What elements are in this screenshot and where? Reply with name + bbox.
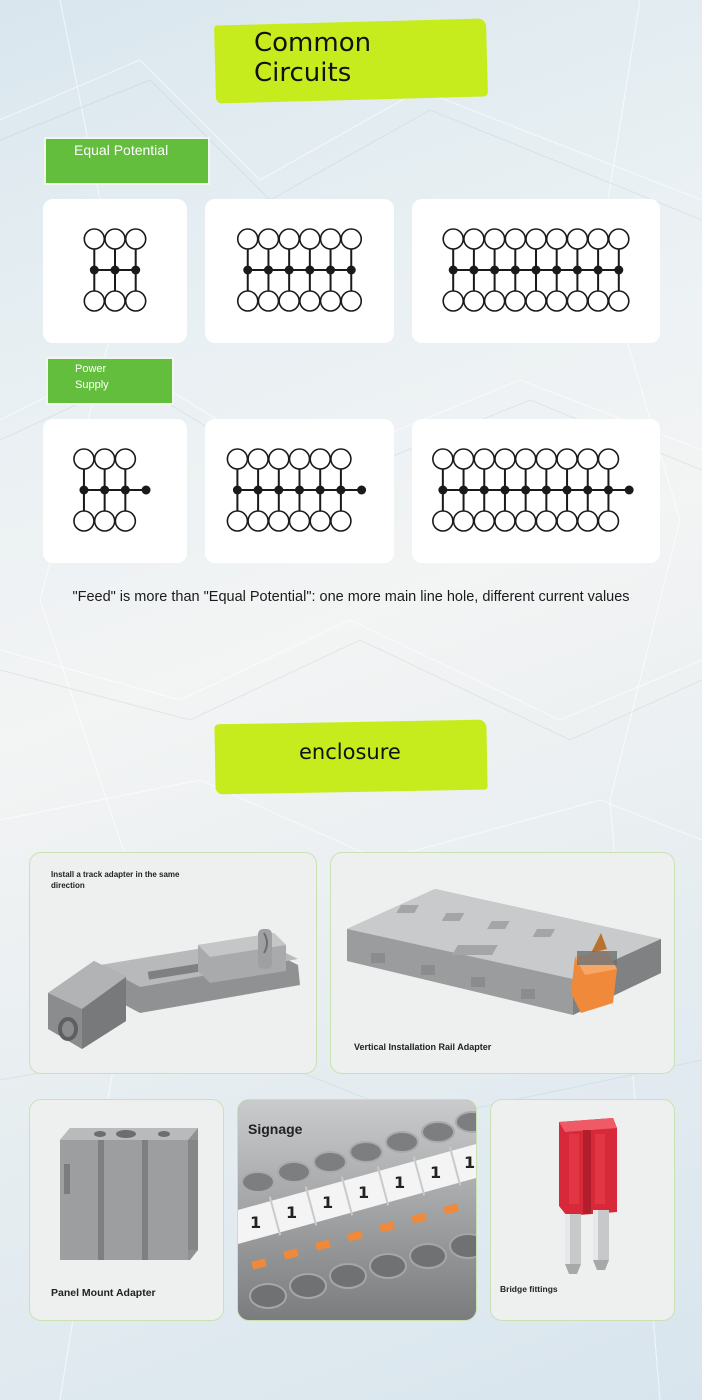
terminal-hole-bottom xyxy=(331,511,351,531)
circuit-diagram xyxy=(43,199,187,343)
track-adapter-label-line1: Install a track adapter in the same xyxy=(51,870,180,879)
junction-dot xyxy=(438,486,447,495)
junction-dot xyxy=(469,266,478,275)
circuit-diagram xyxy=(205,199,394,343)
terminal-hole-top xyxy=(526,229,546,249)
junction-dot xyxy=(583,486,592,495)
terminal-hole-bottom xyxy=(567,291,587,311)
junction-dot xyxy=(111,266,120,275)
panel-mount-adapter-label: Panel Mount Adapter xyxy=(51,1287,156,1299)
junction-dot xyxy=(347,266,356,275)
terminal-hole-top xyxy=(341,229,361,249)
junction-dot xyxy=(604,486,613,495)
product-card-panel-mount-adapter xyxy=(29,1099,224,1321)
terminal-hole-top xyxy=(495,449,515,469)
terminal-hole-bottom xyxy=(485,291,505,311)
circuit-diagram xyxy=(43,419,187,563)
terminal-hole-top xyxy=(454,449,474,469)
rail-adapter-label: Vertical Installation Rail Adapter xyxy=(354,1042,492,1052)
terminal-hole-top xyxy=(227,449,247,469)
junction-dot xyxy=(295,486,304,495)
terminal-hole-bottom xyxy=(474,511,494,531)
product-card-bridge-fittings xyxy=(490,1099,675,1321)
junction-dot xyxy=(254,486,263,495)
terminal-hole-bottom xyxy=(227,511,247,531)
junction-dot xyxy=(305,266,314,275)
power-supply-diagram-3 xyxy=(43,419,187,563)
junction-dot xyxy=(316,486,325,495)
terminal-hole-top xyxy=(126,229,146,249)
terminal-hole-bottom xyxy=(609,291,629,311)
junction-dot xyxy=(573,266,582,275)
terminal-hole-bottom xyxy=(84,291,104,311)
terminal-hole-bottom xyxy=(279,291,299,311)
terminal-hole-bottom xyxy=(495,511,515,531)
junction-dot xyxy=(490,266,499,275)
power-supply-diagram-6 xyxy=(205,419,394,563)
terminal-hole-bottom xyxy=(248,511,268,531)
terminal-hole-bottom xyxy=(115,511,135,531)
terminal-hole-top xyxy=(588,229,608,249)
junction-dot xyxy=(449,266,458,275)
terminal-hole-top xyxy=(433,449,453,469)
marker-text: 1 xyxy=(394,1173,406,1192)
terminal-hole-bottom xyxy=(258,291,278,311)
junction-dot xyxy=(274,486,283,495)
terminal-hole-top xyxy=(105,229,125,249)
terminal-hole-bottom xyxy=(536,511,556,531)
junction-dot xyxy=(552,266,561,275)
power-supply-label-line2: Supply xyxy=(75,379,109,391)
junction-dot xyxy=(121,486,130,495)
terminal-hole-top xyxy=(567,229,587,249)
terminal-hole-bottom xyxy=(598,511,618,531)
terminal-hole-bottom xyxy=(126,291,146,311)
junction-dot xyxy=(563,486,572,495)
junction-dot xyxy=(521,486,530,495)
terminal-hole-top xyxy=(74,449,94,469)
terminal-hole-top xyxy=(279,229,299,249)
terminal-hole-top xyxy=(248,449,268,469)
junction-dot xyxy=(79,486,88,495)
power-supply-diagram-9 xyxy=(412,419,660,563)
terminal-hole-top xyxy=(485,229,505,249)
terminal-hole-top xyxy=(443,229,463,249)
track-adapter-label-line2: direction xyxy=(51,881,85,890)
feed-vs-equal-potential-note: "Feed" is more than "Equal Potential": one more main line hole, different current values xyxy=(72,589,630,605)
terminal-hole-bottom xyxy=(310,511,330,531)
terminal-hole-top xyxy=(547,229,567,249)
terminal-hole-top xyxy=(557,449,577,469)
junction-dot xyxy=(500,486,509,495)
junction-dot xyxy=(326,266,335,275)
terminal-hole-top xyxy=(258,229,278,249)
junction-dot xyxy=(233,486,242,495)
marker-text: 1 xyxy=(358,1183,370,1202)
terminal-hole-top xyxy=(331,449,351,469)
terminal-hole-top xyxy=(269,449,289,469)
marker-text: 1 xyxy=(250,1213,262,1232)
junction-dot xyxy=(480,486,489,495)
product-card-rail-adapter xyxy=(330,852,675,1074)
junction-dot xyxy=(131,266,140,275)
section-title-enclosure: enclosure xyxy=(299,740,401,764)
junction-dot xyxy=(142,486,151,495)
panel-mount-adapter-image xyxy=(30,1100,223,1320)
marker-text: 1 xyxy=(286,1203,298,1222)
terminal-hole-bottom xyxy=(74,511,94,531)
terminal-hole-top xyxy=(290,449,310,469)
terminal-hole-bottom xyxy=(464,291,484,311)
terminal-hole-bottom xyxy=(557,511,577,531)
terminal-hole-bottom xyxy=(300,291,320,311)
equal-potential-label-text: Equal Potential xyxy=(74,142,169,158)
terminal-hole-top xyxy=(310,449,330,469)
bridge-fittings-label: Bridge fittings xyxy=(500,1284,558,1294)
junction-dot xyxy=(459,486,468,495)
product-card-signage xyxy=(237,1099,477,1321)
marker-text: 1 xyxy=(464,1153,476,1172)
terminal-hole-bottom xyxy=(321,291,341,311)
power-supply-label-line1: Power xyxy=(75,363,107,375)
terminal-hole-top xyxy=(115,449,135,469)
terminal-hole-top xyxy=(95,449,115,469)
bridge-fittings-image xyxy=(491,1100,674,1320)
title-line-1: Common xyxy=(254,28,372,58)
circuit-diagram xyxy=(205,419,394,563)
terminal-hole-top xyxy=(321,229,341,249)
junction-dot xyxy=(532,266,541,275)
terminal-hole-bottom xyxy=(588,291,608,311)
junction-dot xyxy=(336,486,345,495)
terminal-hole-top xyxy=(505,229,525,249)
terminal-hole-top xyxy=(300,229,320,249)
junction-dot xyxy=(285,266,294,275)
terminal-hole-top xyxy=(474,449,494,469)
junction-dot xyxy=(357,486,366,495)
junction-dot xyxy=(90,266,99,275)
section-title-common-circuits xyxy=(254,28,371,88)
junction-dot xyxy=(264,266,273,275)
terminal-hole-top xyxy=(238,229,258,249)
terminal-hole-top xyxy=(536,449,556,469)
terminal-hole-bottom xyxy=(454,511,474,531)
terminal-hole-bottom xyxy=(290,511,310,531)
terminal-hole-top xyxy=(516,449,536,469)
junction-dot xyxy=(594,266,603,275)
terminal-hole-bottom xyxy=(105,291,125,311)
title-line-2: Circuits xyxy=(254,58,352,88)
terminal-hole-bottom xyxy=(547,291,567,311)
junction-dot xyxy=(100,486,109,495)
junction-dot xyxy=(542,486,551,495)
track-adapter-image xyxy=(30,853,316,1073)
equal-potential-diagram-6 xyxy=(205,199,394,343)
terminal-hole-top xyxy=(464,229,484,249)
terminal-hole-bottom xyxy=(341,291,361,311)
terminal-hole-bottom xyxy=(578,511,598,531)
equal-potential-diagram-9 xyxy=(412,199,660,343)
junction-dot xyxy=(511,266,520,275)
junction-dot xyxy=(243,266,252,275)
circuit-diagram xyxy=(412,419,660,563)
terminal-hole-top xyxy=(609,229,629,249)
marker-text: 1 xyxy=(430,1163,442,1182)
terminal-hole-bottom xyxy=(526,291,546,311)
terminal-hole-bottom xyxy=(516,511,536,531)
power-supply-label xyxy=(46,357,174,405)
terminal-hole-bottom xyxy=(269,511,289,531)
equal-potential-label xyxy=(44,137,210,185)
circuit-diagram xyxy=(412,199,660,343)
signage-label: Signage xyxy=(248,1121,303,1137)
marker-text: 1 xyxy=(322,1193,334,1212)
terminal-hole-bottom xyxy=(443,291,463,311)
product-card-track-adapter xyxy=(29,852,317,1074)
equal-potential-diagram-3 xyxy=(43,199,187,343)
terminal-hole-top xyxy=(578,449,598,469)
terminal-hole-bottom xyxy=(95,511,115,531)
terminal-hole-top xyxy=(84,229,104,249)
terminal-hole-top xyxy=(598,449,618,469)
junction-dot xyxy=(625,486,634,495)
rail-adapter-image xyxy=(331,853,674,1073)
terminal-hole-bottom xyxy=(505,291,525,311)
terminal-hole-bottom xyxy=(433,511,453,531)
terminal-hole-bottom xyxy=(238,291,258,311)
junction-dot xyxy=(614,266,623,275)
